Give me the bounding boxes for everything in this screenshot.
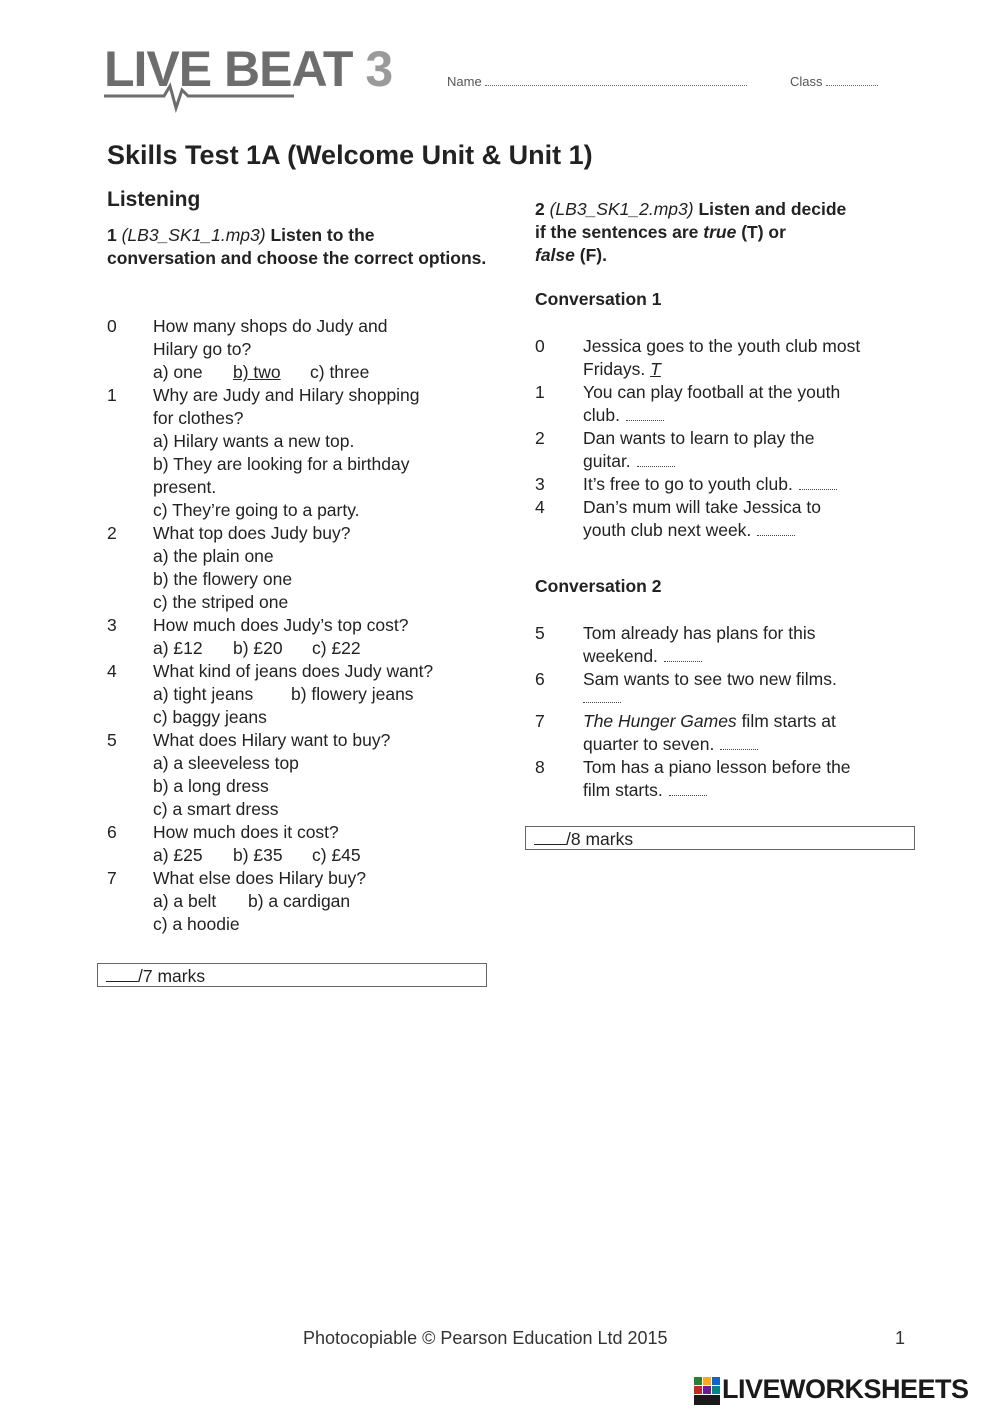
option-b-selected[interactable]: b) two bbox=[233, 362, 281, 382]
option-c[interactable]: c) a hoodie bbox=[153, 914, 240, 934]
logo-text: LIVE BEAT bbox=[104, 41, 353, 97]
option-b[interactable]: b) a cardigan bbox=[248, 891, 351, 911]
option-b[interactable]: b) the flowery one bbox=[153, 569, 293, 589]
class-field[interactable] bbox=[790, 74, 878, 89]
answer-blank-2[interactable] bbox=[637, 454, 675, 467]
option-c[interactable]: c) baggy jeans bbox=[153, 707, 267, 727]
option-c[interactable]: c) £22 bbox=[312, 638, 361, 658]
option-b[interactable]: b) £35 bbox=[233, 845, 283, 865]
option-a[interactable]: a) the plain one bbox=[153, 546, 274, 566]
option-a[interactable]: a) tight jeans bbox=[153, 684, 254, 704]
section-heading: Listening bbox=[107, 188, 201, 211]
option-b[interactable]: b) flowery jeans bbox=[291, 684, 414, 704]
option-a[interactable]: a) Hilary wants a new top. bbox=[153, 431, 355, 451]
page-title: Skills Test 1A (Welcome Unit & Unit 1) bbox=[107, 140, 593, 170]
answer-blank-7[interactable] bbox=[720, 737, 758, 750]
answer-blank-5[interactable] bbox=[664, 649, 702, 662]
answer-blank-3[interactable] bbox=[799, 477, 837, 490]
copyright: Photocopiable © Pearson Education Ltd 2015 bbox=[303, 1328, 668, 1348]
option-c[interactable]: c) £45 bbox=[312, 845, 361, 865]
option-b[interactable]: b) They are looking for a birthday bbox=[153, 454, 410, 474]
task1-audio: (LB3_SK1_1.mp3) bbox=[121, 225, 266, 245]
option-a[interactable]: a) £25 bbox=[153, 845, 203, 865]
name-field[interactable] bbox=[447, 74, 747, 89]
class-line[interactable] bbox=[826, 74, 878, 86]
answer-blank-6[interactable] bbox=[583, 690, 621, 703]
class-label: Class bbox=[790, 74, 823, 89]
option-c[interactable]: c) three bbox=[310, 362, 370, 382]
logo-number: 3 bbox=[365, 41, 393, 97]
option-c[interactable]: c) a smart dress bbox=[153, 799, 279, 819]
option-c[interactable]: c) the striped one bbox=[153, 592, 289, 612]
task1-marks-box: /7 marks bbox=[97, 963, 487, 987]
conversation-2-heading: Conversation 2 bbox=[535, 576, 662, 596]
option-b[interactable]: b) £20 bbox=[233, 638, 283, 658]
name-label: Name bbox=[447, 74, 482, 89]
task1-score-input[interactable] bbox=[106, 966, 138, 982]
task2-instruction: 2 (LB3_SK1_2.mp3) Listen and decide if the sentences are true (T) or false (F). bbox=[535, 199, 847, 265]
option-a[interactable]: a) a belt bbox=[153, 891, 217, 911]
example-answer: T bbox=[650, 359, 661, 379]
page-number: 1 bbox=[895, 1328, 906, 1348]
heartbeat-icon bbox=[104, 80, 294, 114]
task2-marks-box: /8 marks bbox=[525, 826, 915, 850]
answer-blank-8[interactable] bbox=[669, 783, 707, 796]
name-line[interactable] bbox=[485, 74, 747, 86]
task2-audio: (LB3_SK1_2.mp3) bbox=[549, 199, 694, 219]
conversation-1-heading: Conversation 1 bbox=[535, 289, 662, 309]
liveworksheets-logo-icon bbox=[694, 1377, 720, 1407]
task1-instruction: 1 (LB3_SK1_1.mp3) Listen to the conversation and choose the correct options. bbox=[107, 225, 487, 268]
answer-blank-4[interactable] bbox=[757, 523, 795, 536]
option-a[interactable]: a) £12 bbox=[153, 638, 203, 658]
option-a[interactable]: a) a sleeveless top bbox=[153, 753, 299, 773]
answer-blank-1[interactable] bbox=[626, 408, 664, 421]
liveworksheets-brand: LIVEWORKSHEETS bbox=[722, 1374, 969, 1404]
option-c[interactable]: c) They’re going to a party. bbox=[153, 500, 360, 520]
option-a[interactable]: a) one bbox=[153, 362, 203, 382]
task2-score-input[interactable] bbox=[534, 829, 566, 845]
option-b[interactable]: b) a long dress bbox=[153, 776, 269, 796]
